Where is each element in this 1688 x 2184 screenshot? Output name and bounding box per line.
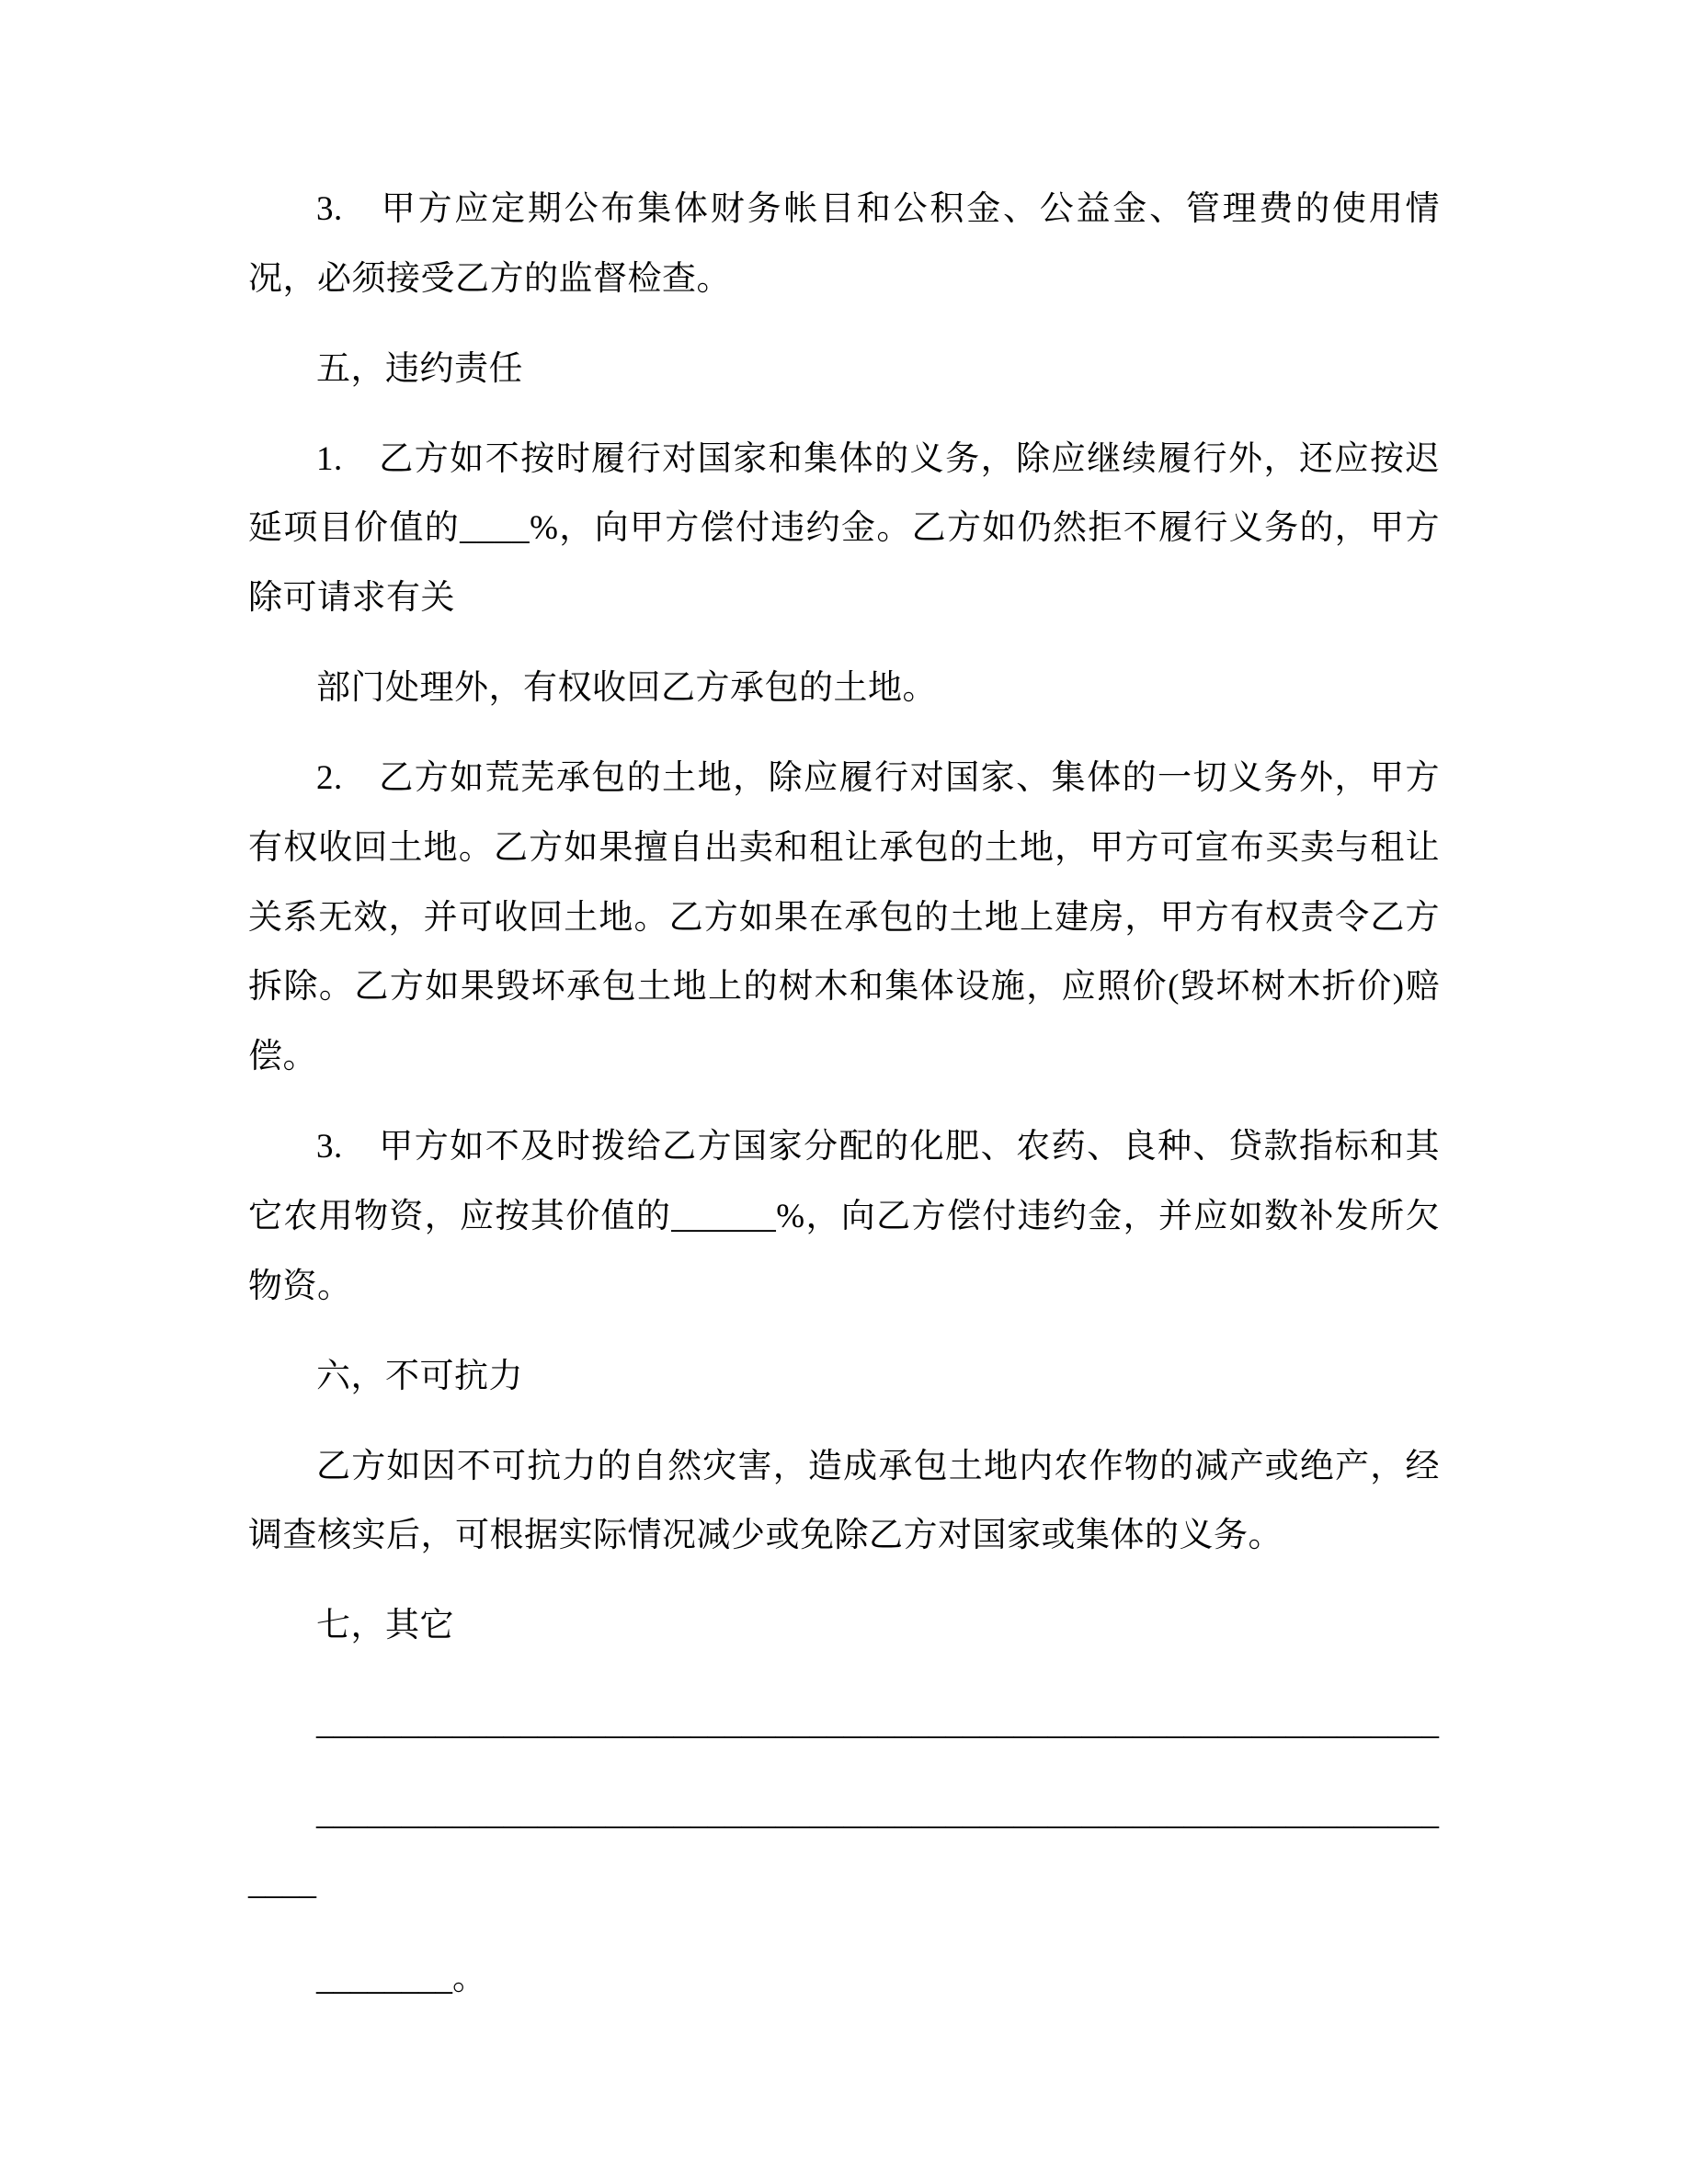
clause-force-majeure: 乙方如因不可抗力的自然灾害，造成承包土地内农作物的减产或绝产，经调查核实后，可根据实际情况减少或免除乙方对国家或集体的义务。 <box>248 1447 1440 1555</box>
clause-breach-item-2: 2. 乙方如荒芜承包的土地，除应履行对国家、集体的一切义务外，甲方有权收回土地。乙方如果擅自出卖和租让承包的土地，甲方可宣布买卖与租让关系无效，并可收回土地。乙方如果在承包的土地上建房，甲方有权责令乙方拆除。乙方如果毁坏承包土地上的树木和集体设施，应照价(毁坏树木折价)赔偿。 <box>248 758 1440 1076</box>
fill-in-blank-line-2: ______________________________________________________________________ <box>248 1793 1439 1902</box>
clause-breach-item-3: 3. 甲方如不及时拨给乙方国家分配的化肥、农药、良种、贷款指标和其它农用物资，应按其价值的______%，向乙方偿付违约金，并应如数补发所欠物资。 <box>248 1128 1440 1305</box>
clause-breach-item-1-continued: 部门处理外，有权收回乙方承包的土地。 <box>316 669 937 708</box>
contract-body <box>248 175 1440 2013</box>
clause-breach-item-1: 1. 乙方如不按时履行对国家和集体的义务，除应继续履行外，还应按迟延项目价值的____%，向甲方偿付违约金。乙方如仍然拒不履行义务的，甲方除可请求有关 <box>248 439 1440 618</box>
section-heading-other: 七，其它 <box>316 1607 454 1645</box>
fill-in-blank-line-1: __________________________________________________________________ <box>316 1704 1439 1743</box>
section-heading-breach-liability: 五，违约责任 <box>316 349 523 388</box>
clause-party-a-finance-disclosure: 3. 甲方应定期公布集体财务帐目和公积金、公益金、管理费的使用情况，必须接受乙方的监督检查。 <box>248 190 1440 298</box>
section-heading-force-majeure: 六，不可抗力 <box>316 1357 523 1395</box>
fill-in-blank-line-end: ________。 <box>316 1959 486 1997</box>
